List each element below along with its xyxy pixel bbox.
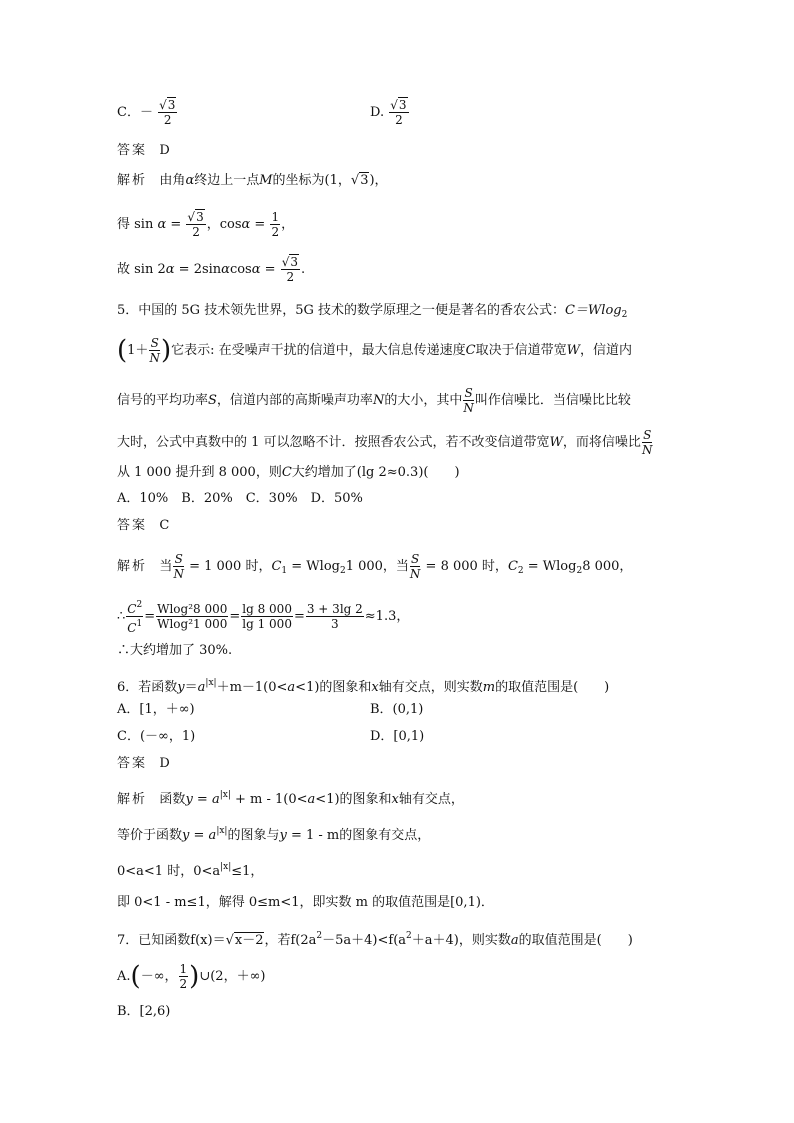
q5-options: A．10% B．20% C．30% D．50%	[117, 491, 363, 506]
fraction: $\frac{C^2}{C^1}$	[127, 600, 143, 635]
fraction: $\frac{√3}{2}$	[281, 255, 298, 284]
q6-answer	[117, 755, 170, 773]
text: 8 000，	[582, 559, 633, 574]
denominator: 3	[331, 617, 339, 631]
text: ，若	[264, 933, 291, 948]
text: 的大小，其中	[384, 393, 463, 408]
text: 得 sin	[117, 217, 158, 232]
radicand: x－2	[234, 933, 264, 948]
q6-option-d: D．[0,1)	[370, 729, 425, 744]
text: ，信道内	[579, 343, 632, 358]
q5-analysis-line3: ∴大约增加了 30%.	[117, 643, 233, 658]
analysis-label: 解析	[117, 559, 148, 574]
text: 轴有交点，则实数	[378, 680, 483, 695]
fraction: $\frac{1}{2}$	[179, 962, 188, 991]
q7-stem: 7．已知函数f(x)＝√x－2，若$f(2a^2-5a+4)<f(a^2+a+4)$，则实数a的取值范围是( )	[117, 931, 633, 948]
answer-label: 答案	[117, 143, 148, 158]
text: ，cos	[206, 217, 242, 232]
q6-option-a: A．[1，＋∞)	[117, 702, 195, 717]
text: ，而将信噪比	[562, 435, 641, 450]
q6-option-c: C．(－∞，1)	[117, 729, 196, 744]
text: =	[260, 262, 276, 277]
text: ∪(2，＋∞)	[199, 969, 266, 984]
q4-option-d	[370, 98, 410, 127]
radicand: 3	[398, 98, 407, 112]
option-label: A.	[117, 969, 131, 984]
text: <1)的图象和	[315, 792, 392, 807]
text: 从 1 000 提升到 8 000，则	[117, 465, 282, 480]
q5-analysis-line2: ∴ $\frac{C^2}{C^1}$ = $\frac{\text{Wlog²8 000}}{\text{Wlog²1 000}}$ = $\frac{\lg 8 000}{\lg 1 000}$ = $\frac{3 + 3\lg 2}{3}$ ≈1.3，	[117, 600, 410, 635]
text: + m - 1(0<	[230, 792, 308, 807]
q6-stem: 6．若函数$y=a^{|x|}+m-1(0<a<1)$的图象和x轴有交点，则实数m的取值范围是( )	[117, 678, 610, 695]
fraction: $\frac{S}{N}$	[409, 552, 421, 581]
text: f(2a	[290, 933, 317, 948]
text: 叫作信噪比．当信噪比比较	[474, 393, 631, 408]
text: ∴	[117, 609, 126, 624]
fraction	[306, 602, 364, 631]
text: ＋a＋4)，则实数	[411, 933, 511, 948]
text: 大时，公式中真数中的 1 可以忽略不计．按照香农公式，若不改变信道带宽	[117, 435, 550, 450]
fraction: $\frac{S}{N}$	[149, 336, 160, 365]
radicand: 3	[167, 98, 176, 112]
text: 5．中国的 5G 技术领先世界，5G 技术的数学原理之一便是著名的香农公式：	[117, 303, 565, 318]
q5-analysis-line1: 解析 当 $\frac{S}{N}$ = 1 000 时，$C_1 = Wlog_21$ 000，当 $\frac{S}{N}$ = 8 000 时，$C_2 = Wlog_28$ 000，	[117, 552, 633, 581]
fraction: $\frac{S}{N}$	[173, 552, 184, 581]
answer-value: C	[159, 518, 170, 533]
text: .	[300, 262, 306, 277]
denominator: lg 1 000	[242, 617, 292, 631]
q5-stem-line1: 5．中国的 5G 技术领先世界，5G 技术的数学原理之一便是著名的香农公式：C＝Wlog$_2$	[117, 303, 628, 320]
text: 的取值范围是( )	[495, 680, 610, 695]
text: ＋m－1(0<	[216, 680, 288, 695]
text: 1 000，当	[345, 559, 409, 574]
analysis-label: 解析	[117, 173, 148, 188]
text: 故 sin 2	[117, 262, 166, 277]
fraction: $\frac{√3}{2}$	[159, 98, 176, 127]
text: 的图象有交点，	[339, 828, 431, 843]
text: －5a＋4)<	[322, 933, 389, 948]
q5-stem-line2: (1＋ $\frac{S}{N}$ )它表示: 在受噪声干扰的信道中，最大信息传递速度C取决于信道带宽W，信道内	[117, 335, 632, 366]
q6-analysis-line4: 即 0<1 - m≤1，解得 0≤m<1，即实数 m 的取值范围是[0,1)．	[117, 895, 494, 910]
text: 终边上一点	[194, 173, 260, 188]
text: 函数	[159, 792, 186, 807]
text: cos	[229, 262, 252, 277]
text: ，	[281, 217, 295, 232]
answer-value: D	[159, 756, 170, 771]
fraction	[241, 602, 293, 631]
text: ≈1.3，	[364, 609, 410, 624]
text: = 1 - m	[286, 828, 340, 843]
q4-analysis-line3: 故 sin 2α = 2sinαcosα = $\frac{√3}{2}$ .	[117, 255, 306, 284]
q6-analysis-line2: 等价于函数$y = a^{|x|}$的图象与y = 1 - m的图象有交点，	[117, 826, 431, 843]
text: 它表示: 在受噪声干扰的信道中，最大信息传递速度	[171, 343, 466, 358]
text: )，	[369, 173, 388, 188]
option-label: C．－	[117, 105, 153, 120]
text: 大约增加了(lg 2≈0.3)( )	[291, 465, 460, 480]
q6-analysis-line1: 解析 函数$y = a^{|x|} + m - 1(0<a<1)$的图象和x轴有交点，	[117, 790, 464, 807]
answer-value: D	[159, 143, 170, 158]
q4-answer	[117, 142, 170, 160]
text: 的坐标为(1，	[272, 173, 351, 188]
q5-stem-line3: 信号的平均功率S，信道内部的高斯噪声功率N的大小，其中 $\frac{S}{N}$ 叫作信噪比．当信噪比比较	[117, 386, 631, 415]
text: <1)的图象和	[295, 680, 372, 695]
radicand: 3	[196, 210, 204, 224]
text: 当	[159, 559, 173, 574]
answer-label: 答案	[117, 756, 148, 771]
denominator: 2	[286, 270, 295, 284]
formula: C＝Wlog	[564, 303, 622, 318]
q6-option-b: B．(0,1)	[370, 702, 424, 717]
text: = Wlog	[287, 559, 340, 574]
numerator: 3 + 3lg 2	[306, 602, 363, 616]
fraction	[156, 602, 228, 631]
answer-label: 答案	[117, 518, 148, 533]
text: －∞，	[140, 969, 178, 984]
q5-stem-line5: 从 1 000 提升到 8 000，则C大约增加了(lg 2≈0.3)( )	[117, 465, 460, 480]
numerator: Wlog²8 000	[157, 602, 228, 616]
q7-option-b: B．[2,6)	[117, 1004, 171, 1019]
text: = 2sin	[174, 262, 222, 277]
text: 等价于函数	[117, 828, 183, 843]
text: = 1 000 时，	[184, 559, 272, 574]
text: ，信道内部的高斯噪声功率	[216, 393, 373, 408]
denominator: Wlog²1 000	[157, 617, 228, 631]
q4-analysis-line2: 得 sin α = $\frac{√3}{2}$ ，cosα = $\frac{1}{2}$ ，	[117, 210, 295, 239]
denominator: 2	[163, 113, 172, 127]
radicand: 3	[360, 173, 369, 188]
q5-stem-line4: 大时，公式中真数中的 1 可以忽略不计．按照香农公式，若不改变信道带宽W，而将信噪比 $\frac{S}{N}$	[117, 428, 653, 457]
text: f(a	[388, 933, 407, 948]
text: = 8 000 时，	[421, 559, 508, 574]
text: 1＋	[127, 343, 149, 358]
text: 的取值范围是( )	[518, 933, 633, 948]
q4-option-c	[117, 98, 178, 127]
fraction: $\frac{S}{N}$	[463, 386, 474, 415]
text: 6．若函数	[117, 680, 178, 695]
text: 轴有交点，	[398, 792, 464, 807]
text: 7．已知函数	[117, 933, 191, 948]
text: f(x)＝	[190, 933, 226, 948]
numerator: 1	[271, 210, 280, 224]
text: 0<a<1 时，0<a	[117, 864, 221, 879]
analysis-label: 解析	[117, 792, 148, 807]
fraction: $\frac{√3}{2}$	[390, 98, 407, 127]
fraction	[270, 210, 280, 239]
denominator: 2	[192, 225, 200, 239]
numerator: lg 8 000	[242, 602, 292, 616]
q7-option-a: A.(－∞， $\frac{1}{2}$ )∪(2，＋∞)	[117, 961, 266, 992]
q6-analysis-line3: 0<a<1 时，$0<a^{|x|}\le 1$，	[117, 862, 264, 879]
denominator: 2	[395, 113, 403, 127]
text: 由角	[159, 173, 186, 188]
radicand: 3	[290, 255, 298, 269]
denominator: 2	[271, 225, 280, 239]
fraction: $\frac{√3}{2}$	[187, 210, 204, 239]
option-label: D.	[370, 105, 385, 120]
fraction: $\frac{S}{N}$	[641, 428, 653, 457]
text: 的图象与	[227, 828, 280, 843]
q4-analysis-line1: 解析 由角α终边上一点M的坐标为(1，√3)，	[117, 173, 388, 188]
text: 信号的平均功率	[117, 393, 209, 408]
text: 取决于信道带宽	[475, 343, 567, 358]
text: =	[166, 217, 182, 232]
text: = Wlog	[523, 559, 577, 574]
text: ≤1，	[231, 864, 264, 879]
q5-answer	[117, 517, 169, 535]
text: =	[250, 217, 266, 232]
